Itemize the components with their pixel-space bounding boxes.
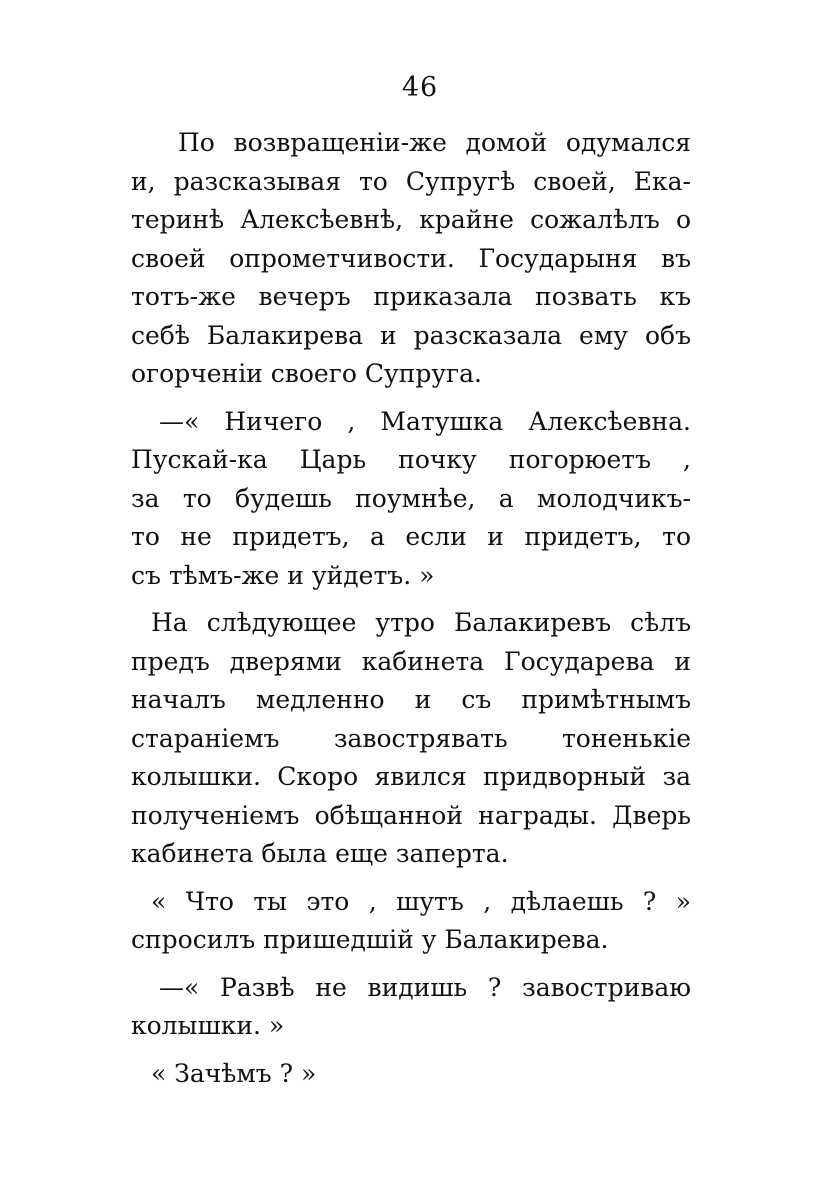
text-line: началъ медленно и съ примѣтнымъ [131, 685, 691, 714]
text-line: съ тѣмъ-же и уйдетъ. » [131, 560, 435, 590]
text-line: кабинета была еще заперта. [131, 839, 509, 868]
page-text [131, 124, 691, 1093]
page-number: 46 [401, 72, 439, 103]
paragraph [131, 124, 691, 394]
text-line: предъ дверями кабинета Государева и [131, 646, 691, 676]
text-line: своей опрометчивости. Государыня въ [131, 243, 691, 273]
paragraph [131, 883, 691, 960]
text-line: —« Ничего , Матушка Алексѣевна. [159, 406, 691, 436]
text-line: колышки. » [131, 1011, 285, 1040]
text-line: спросилъ пришедшій у Балакирева. [131, 925, 609, 954]
text-line: полученіемъ обѣщанной награды. Дверь [131, 800, 691, 830]
text-line: колышки. Скоро явился придворный за [131, 762, 691, 791]
text-line: Пускай-ка Царь почку погорюетъ , [131, 445, 691, 474]
text-line: « Что ты это , шутъ , дѣлаешь ? » [151, 886, 691, 916]
paragraph [131, 1055, 691, 1094]
text-line: огорченiи своего Супруга. [131, 359, 482, 388]
paragraph [131, 403, 691, 596]
paragraph [131, 604, 691, 874]
text-line: « Зачѣмъ ? » [151, 1058, 317, 1088]
text-line: за то будешь поумнѣе, а молодчикъ- [131, 483, 691, 513]
text-line: По возвращенiи-же домой одумался [178, 128, 691, 157]
text-line: то не придетъ, а если и придетъ, то [131, 522, 691, 551]
text-line: себѣ Балакирева и разсказала ему объ [131, 320, 691, 350]
text-line: и, разсказывая то Супругѣ своей, Ека- [131, 166, 691, 196]
paragraph [131, 969, 691, 1046]
text-line: стараніемъ завострявать тоненькіе [131, 723, 691, 753]
text-line: тотъ-же вечеръ приказала позвать къ [131, 282, 691, 311]
text-line: теринѣ Алексѣевнѣ, крайне сожалѣлъ о [131, 205, 691, 234]
text-line: —« Развѣ не видишь ? завостриваю [159, 972, 691, 1002]
text-line: На слѣдующее утро Балакиревъ сѣлъ [151, 608, 691, 637]
